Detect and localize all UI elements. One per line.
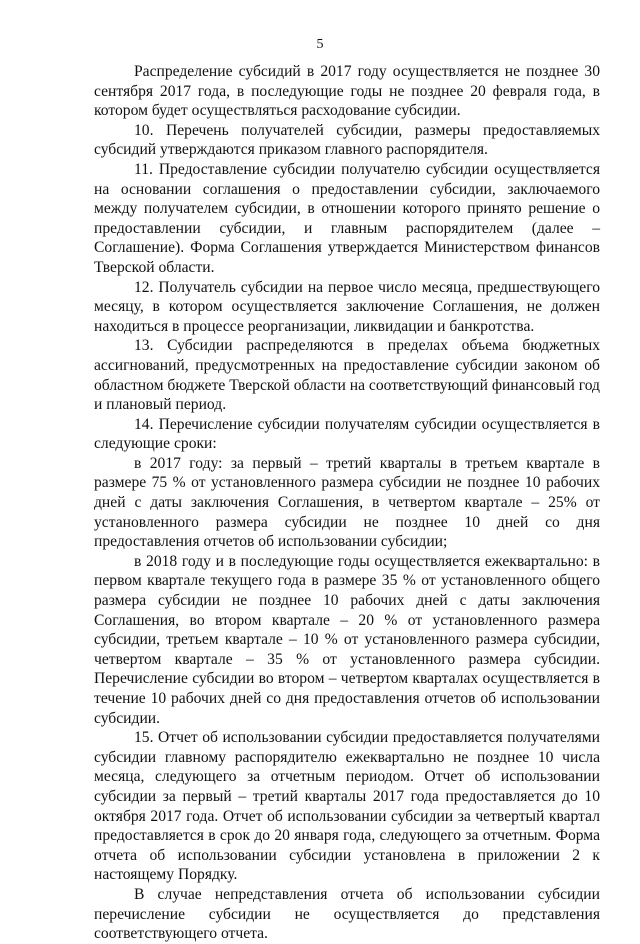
paragraph-11-agreement: 11. Предоставление субсидии получателю субсидии осуществляется на основании соглашения о предоставлении субсидии, заключаемого между получателем субсидии, в отношении которого принято решение о предоставлении субсидии, и главным распорядителем (далее – Соглашение). Форма Соглашения утверждается Министерством финансов Тверской области. (94, 160, 600, 276)
paragraph-14-terms-2018: в 2018 году и в последующие годы осуществляется ежеквартально: в первом квартале текущего года в размере 35 % от установленного общего размера субсидии не позднее 10 рабочих дней с даты заключения Соглашения, во втором квартале – 20 % от установленного размера субсидии, третьем квартале – 10 % от установленного размера субсидии, четвертом квартале – 35 % от установленного размера субсидии. Перечисление субсидии во втором – четвертом кварталах осуществляется в течение 10 рабочих дней со дня предоставления отчетов об использовании субсидии. (94, 552, 600, 727)
paragraph-14-transfer-terms: 14. Перечисление субсидии получателям субсидии осуществляется в следующие сроки: (94, 415, 600, 453)
paragraph-13-budget-limits: 13. Субсидии распределяются в пределах объема бюджетных ассигнований, предусмотренных на предоставление субсидии законом об областном бюджете Тверской области на соответствующий финансовый год и плановый период. (94, 337, 600, 414)
page-number: 5 (316, 37, 324, 52)
paragraph-15-usage-report: 15. Отчет об использовании субсидии предоставляется получателями субсидии главному распорядителю ежеквартально не позднее 10 числа месяца, следующего за отчетным периодом. Отчет об использовании субсидии за первый – третий кварталы 2017 года предоставляется до 10 октября 2017 года. Отчет об использовании субсидии за четвертый квартал предоставляется в срок до 20 января года, следующего за отчетным. Форма отчета об использовании субсидии установлена в приложении 2 к настоящему Порядку. (94, 729, 600, 884)
paragraph-10-recipients-list: 10. Перечень получателей субсидии, размеры предоставляемых субсидий утверждаются приказом главного распорядителя. (94, 121, 600, 159)
paragraph-12-recipient-requirements: 12. Получатель субсидии на первое число месяца, предшествующего месяцу, в котором осуществляется заключение Соглашения, не должен находиться в процессе реорганизации, ликвидации и банкротства. (94, 278, 600, 335)
document-body (94, 62, 600, 944)
paragraph-14-terms-2017: в 2017 году: за первый – третий кварталы в третьем квартале в размере 75 % от установленного размера субсидии не позднее 10 рабочих дней с даты заключения Соглашения, в четвертом квартале – 25% от установленного размера субсидии не позднее 10 дней со дня предоставления отчетов об использовании субсидии; (94, 454, 600, 551)
paragraph-subsidy-distribution-dates: Распределение субсидий в 2017 году осуществляется не позднее 30 сентября 2017 года, в последующие годы не позднее 20 февраля года, в котором будет осуществляться расходование субсидии. (94, 63, 600, 120)
paragraph-report-not-submitted: В случае непредставления отчета об использовании субсидии перечисление субсидии не осуществляется до представления соответствующего отчета. (94, 885, 600, 943)
